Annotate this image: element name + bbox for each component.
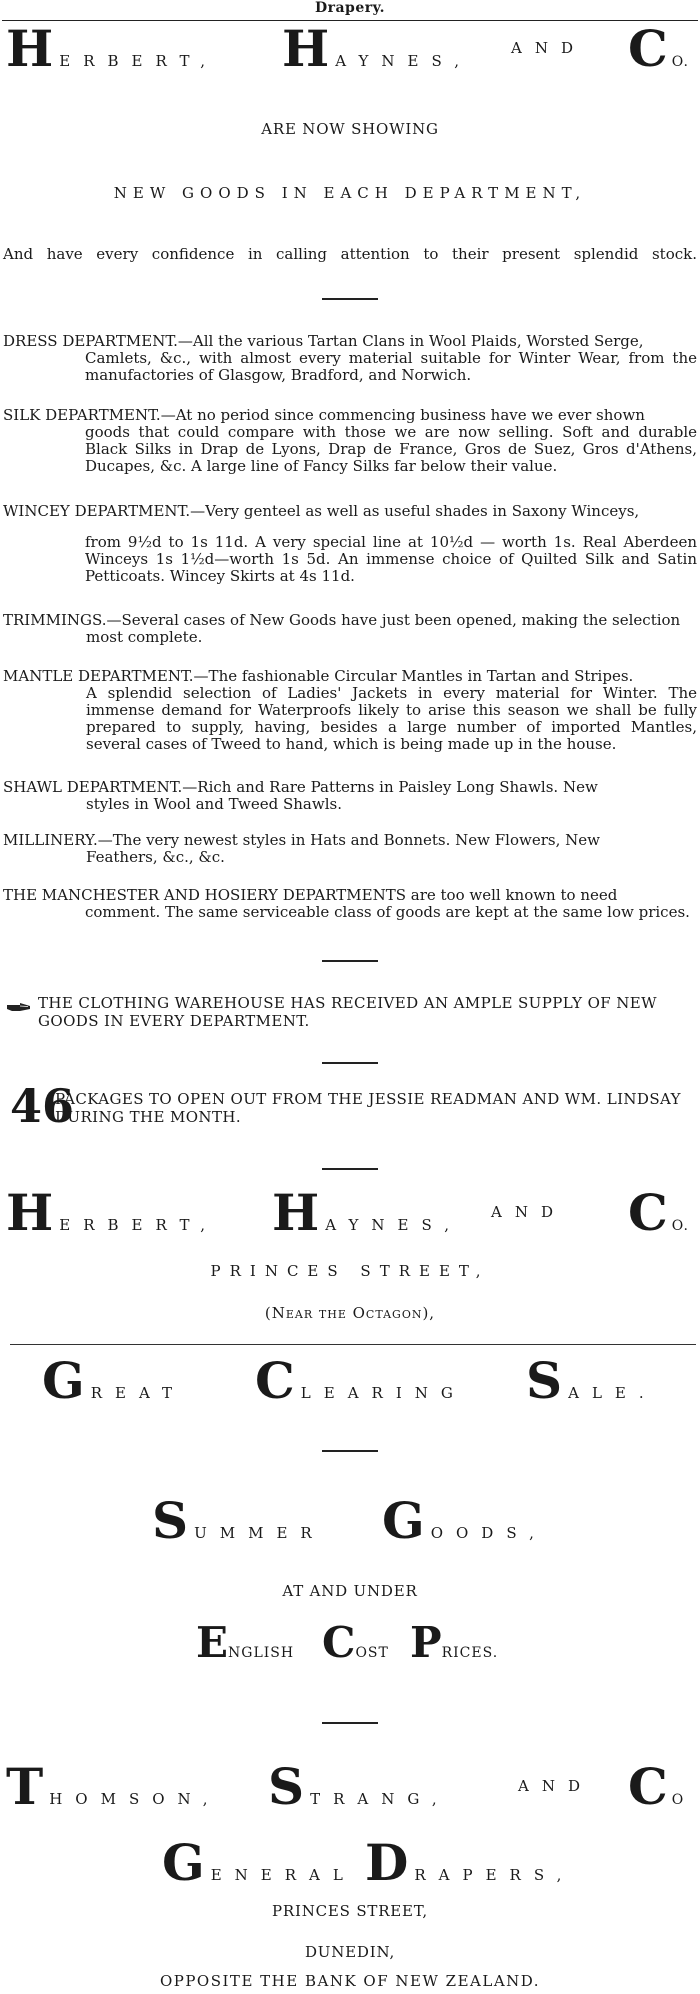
english-rest: NGLISH [228, 1645, 295, 1661]
clearing-initial: C [255, 1351, 295, 1410]
great-initial: G [42, 1351, 85, 1410]
great-clearing-sale-heading [0, 1351, 700, 1412]
goods-initial: G [382, 1491, 425, 1550]
wincey-lead: WINCEY DEPARTMENT.—Very genteel as well as useful shades in Saxony Winceys, [3, 502, 640, 520]
herbert-initial: H [6, 1183, 54, 1242]
dress-body: Camlets, &c., with almost every material suitable for Winter Wear, from the manufactories of Glasgow, Bradford, and Norwich. [85, 349, 697, 384]
herbert-haynes-heading-2 [0, 1183, 700, 1244]
princes-street-line-2: PRINCES STREET, [272, 1902, 428, 1920]
co-initial: C [628, 1183, 668, 1242]
packages-number: 46 [10, 1079, 75, 1133]
princes-street-line: PRINCES STREET, [210, 1262, 490, 1280]
summer-initial: S [152, 1491, 189, 1550]
divider-rule [322, 1168, 378, 1170]
general-initial: G [162, 1833, 205, 1892]
and-word: AND [491, 1203, 566, 1221]
divider-rule [322, 1450, 378, 1452]
general-drapers-heading [0, 1833, 700, 1894]
clearing-rest: LEARING [300, 1384, 466, 1402]
near-octagon-line: (Near the Octagon), [264, 1304, 436, 1322]
silk-body: goods that could compare with those we are now selling. Soft and durable Black Silks in Drap de Lyons, Drap de France, Gros de Suez, Gros d'Athens, Ducapes, &c. A large line of Fancy Silks far below their value. [85, 423, 697, 475]
at-and-under-line: AT AND UNDER [282, 1582, 418, 1600]
prices-initial: P [410, 1618, 442, 1667]
summer-rest: UMMER [194, 1524, 325, 1542]
haynes-initial: H [272, 1183, 320, 1242]
trimmings-body: most complete. [86, 628, 203, 646]
manchester-body: comment. The same serviceable class of goods are kept at the same low prices. [85, 903, 690, 921]
thomson-initial: T [6, 1757, 44, 1816]
shawl-body: styles in Wool and Tweed Shawls. [86, 795, 342, 813]
silk-department [3, 407, 697, 475]
new-goods-line: NEW GOODS IN EACH DEPARTMENT, [113, 184, 587, 202]
section-label: Drapery. [314, 0, 386, 16]
co-rest: O [671, 1792, 685, 1808]
dress-department [3, 333, 697, 384]
and-word: AND [518, 1777, 593, 1795]
cost-rest: OST [355, 1645, 389, 1661]
pointing-hand-icon [6, 1001, 32, 1013]
thomson-rest: HOMSON, [49, 1790, 221, 1808]
confidence-line: And have every confidence in calling attention to their present splendid stock. [3, 245, 697, 263]
now-showing: ARE NOW SHOWING [261, 120, 439, 138]
opposite-bank-line: OPPOSITE THE BANK OF NEW ZEALAND. [159, 1972, 541, 1990]
co-rest: O. [671, 54, 689, 70]
herbert-initial: H [6, 19, 54, 78]
english-cost-prices-heading [0, 1618, 700, 1678]
trimmings-lead: TRIMMINGS.—Several cases of New Goods have just been opened, making the selection [3, 611, 681, 629]
sale-rest: ALE. [568, 1384, 657, 1402]
dunedin-line: DUNEDIN, [304, 1943, 396, 1961]
english-initial: E [196, 1618, 229, 1667]
clothing-warehouse-notice: THE CLOTHING WAREHOUSE HAS RECEIVED AN AMPLE SUPPLY OF NEW GOODS IN EVERY DEPARTMENT. [38, 994, 657, 1030]
prices-rest: RICES. [441, 1645, 499, 1661]
shawl-lead: SHAWL DEPARTMENT.—Rich and Rare Patterns in Paisley Long Shawls. New [3, 778, 598, 796]
divider-rule [322, 1062, 378, 1064]
packages-notice: PACKAGES TO OPEN OUT FROM THE JESSIE READMAN AND WM. LINDSAY DURING THE MONTH. [55, 1090, 681, 1126]
herbert-haynes-heading [0, 19, 700, 80]
millinery-body: Feathers, &c., &c. [86, 848, 225, 866]
haynes-initial: H [282, 19, 330, 78]
dress-lead: DRESS DEPARTMENT.—All the various Tartan Clans in Wool Plaids, Worsted Serge, [3, 332, 644, 350]
shawl-department [3, 779, 697, 813]
goods-rest: OODS, [430, 1524, 547, 1542]
manchester-department [3, 887, 697, 921]
co-initial: C [628, 1757, 668, 1816]
strang-rest: TRANG, [310, 1790, 450, 1808]
co-initial: C [628, 19, 668, 78]
great-rest: REAT [90, 1384, 185, 1402]
mantle-lead: MANTLE DEPARTMENT.—The fashionable Circular Mantles in Tartan and Stripes. [3, 667, 634, 685]
silk-lead: SILK DEPARTMENT.—At no period since commencing business have we ever shown [3, 406, 645, 424]
top-rule [2, 20, 698, 21]
co-rest: O. [671, 1218, 689, 1234]
trimmings-department [3, 612, 697, 646]
wincey-body: from 9½d to 1s 11d. A very special line at 10½d — worth 1s. Real Aberdeen Winceys 1s 1½d—worth 1s 5d. An immense choice of Quilted Silk and Satin Petticoats. Wincey Skirts at 4s 11d. [85, 533, 697, 585]
general-rest: ENERAL [210, 1866, 356, 1884]
millinery-lead: MILLINERY.—The very newest styles in Hats and Bonnets. New Flowers, New [3, 831, 600, 849]
strang-initial: S [268, 1757, 305, 1816]
section-rule [10, 1344, 696, 1345]
thomson-strang-heading [0, 1757, 700, 1818]
mantle-body: A splendid selection of Ladies' Jackets in every material for Winter. The immense demand for Waterproofs likely to arise this season we shall be fully prepared to supply, having, besides a large number of imported Mantles, several cases of Tweed to hand, which is being made up in the house. [86, 684, 697, 753]
cost-initial: C [322, 1618, 356, 1667]
divider-rule [322, 298, 378, 300]
haynes-rest: AYNES, [325, 1216, 462, 1234]
divider-rule [322, 960, 378, 962]
wincey-department [3, 503, 697, 585]
herbert-rest: ERBERT, [59, 1216, 219, 1234]
herbert-rest: ERBERT, [59, 52, 219, 70]
millinery-department [3, 832, 697, 866]
haynes-rest: AYNES, [335, 52, 472, 70]
summer-goods-heading [0, 1491, 700, 1552]
manchester-lead: THE MANCHESTER AND HOSIERY DEPARTMENTS are too well known to need [3, 886, 618, 904]
mantle-department [3, 668, 697, 753]
and-word: AND [511, 39, 586, 57]
divider-rule [322, 1722, 378, 1724]
drapers-initial: D [365, 1833, 409, 1892]
sale-initial: S [526, 1351, 563, 1410]
drapers-rest: RAPERS, [414, 1866, 575, 1884]
